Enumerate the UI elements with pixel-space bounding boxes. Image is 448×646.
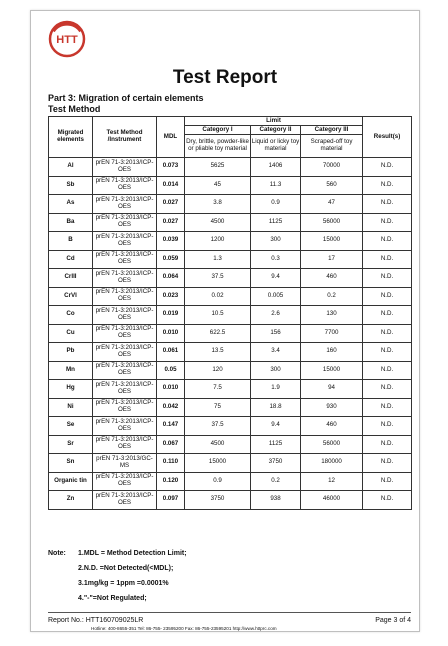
note-item: 2.N.D. =Not Detected(<MDL); (78, 565, 174, 572)
page-number: Page 3 of 4 (375, 617, 411, 624)
result-cell: N.D. (363, 213, 412, 232)
element-cell: CrVI (49, 287, 93, 306)
element-cell: Se (49, 417, 93, 436)
results-table (48, 116, 412, 510)
table-row (49, 491, 412, 510)
notes (48, 550, 187, 610)
table-body (49, 158, 412, 510)
mdl-cell: 0.147 (157, 417, 185, 436)
category-2-limit-cell: 1125 (251, 435, 301, 454)
table-row (49, 306, 412, 325)
category-1-limit-cell: 0.02 (185, 287, 251, 306)
result-cell: N.D. (363, 287, 412, 306)
category-2-limit-cell: 1406 (251, 158, 301, 177)
category-3-limit-cell: 0.2 (301, 287, 363, 306)
category-2-limit-cell: 300 (251, 232, 301, 251)
method-cell: prEN 71-3:2013/ICP-OES (93, 324, 157, 343)
category-2-description: Liquid or licky toy material (251, 135, 301, 158)
report-page (30, 10, 420, 632)
element-cell: Co (49, 306, 93, 325)
table-row (49, 158, 412, 177)
category-1-limit-cell: 3750 (185, 491, 251, 510)
category-1-limit-cell: 5625 (185, 158, 251, 177)
category-3-limit-cell: 930 (301, 398, 363, 417)
element-cell: Sr (49, 435, 93, 454)
category-1-limit-cell: 75 (185, 398, 251, 417)
result-cell: N.D. (363, 454, 412, 473)
table-row (49, 454, 412, 473)
section-heading: Test Method (48, 104, 101, 114)
category-3-limit-cell: 47 (301, 195, 363, 214)
result-cell: N.D. (363, 472, 412, 491)
table-row (49, 343, 412, 362)
category-3-limit-cell: 56000 (301, 435, 363, 454)
result-cell: N.D. (363, 361, 412, 380)
method-cell: prEN 71-3:2013/ICP-OES (93, 195, 157, 214)
category-2-limit-cell: 9.4 (251, 417, 301, 436)
method-cell: prEN 71-3:2013/ICP-OES (93, 269, 157, 288)
category-1-limit-cell: 3.8 (185, 195, 251, 214)
element-cell: Cd (49, 250, 93, 269)
table-row (49, 417, 412, 436)
method-cell: prEN 71-3:2013/ICP-OES (93, 213, 157, 232)
method-cell: prEN 71-3:2013/ICP-OES (93, 472, 157, 491)
note-label: Note: (48, 550, 66, 557)
category-3-limit-cell: 7700 (301, 324, 363, 343)
part-heading: Part 3: Migration of certain elements (48, 93, 204, 103)
mdl-cell: 0.067 (157, 435, 185, 454)
element-cell: CrIII (49, 269, 93, 288)
header-method: Test Method /Instrument (93, 117, 157, 158)
category-3-limit-cell: 15000 (301, 232, 363, 251)
table-row (49, 324, 412, 343)
method-cell: prEN 71-3:2013/ICP-OES (93, 343, 157, 362)
category-1-limit-cell: 622.5 (185, 324, 251, 343)
header-result: Result(s) (363, 117, 412, 158)
category-2-limit-cell: 3750 (251, 454, 301, 473)
mdl-cell: 0.039 (157, 232, 185, 251)
category-3-limit-cell: 460 (301, 269, 363, 288)
category-1-limit-cell: 4500 (185, 213, 251, 232)
mdl-cell: 0.027 (157, 195, 185, 214)
table-row (49, 250, 412, 269)
header-category-1: Category I (185, 126, 251, 135)
category-2-limit-cell: 1.9 (251, 380, 301, 399)
element-cell: Cu (49, 324, 93, 343)
mdl-cell: 0.110 (157, 454, 185, 473)
result-cell: N.D. (363, 324, 412, 343)
element-cell: As (49, 195, 93, 214)
category-2-limit-cell: 3.4 (251, 343, 301, 362)
report-number: Report No.: HTT160709025LR (48, 617, 144, 624)
method-cell: prEN 71-3:2013/ICP-OES (93, 232, 157, 251)
category-1-description: Dry, brittle, powder-like or pliable toy material (185, 135, 251, 158)
mdl-cell: 0.027 (157, 213, 185, 232)
element-cell: Ba (49, 213, 93, 232)
category-3-limit-cell: 17 (301, 250, 363, 269)
category-3-limit-cell: 70000 (301, 158, 363, 177)
mdl-cell: 0.097 (157, 491, 185, 510)
method-cell: prEN 71-3:2013/ICP-OES (93, 380, 157, 399)
category-2-limit-cell: 18.8 (251, 398, 301, 417)
header-migrated: Migrated elements (49, 117, 93, 158)
mdl-cell: 0.061 (157, 343, 185, 362)
mdl-cell: 0.073 (157, 158, 185, 177)
category-1-limit-cell: 7.5 (185, 380, 251, 399)
mdl-cell: 0.064 (157, 269, 185, 288)
mdl-cell: 0.019 (157, 306, 185, 325)
category-3-limit-cell: 46000 (301, 491, 363, 510)
note-item: 4."-"=Not Regulated; (78, 595, 147, 602)
mdl-cell: 0.05 (157, 361, 185, 380)
category-2-limit-cell: 11.3 (251, 176, 301, 195)
mdl-cell: 0.059 (157, 250, 185, 269)
table-row (49, 472, 412, 491)
result-cell: N.D. (363, 491, 412, 510)
svg-text:HTT: HTT (56, 34, 78, 46)
element-cell: Organic tin (49, 472, 93, 491)
element-cell: Sn (49, 454, 93, 473)
category-1-limit-cell: 4500 (185, 435, 251, 454)
table-row (49, 269, 412, 288)
result-cell: N.D. (363, 250, 412, 269)
table-row (49, 398, 412, 417)
element-cell: Ni (49, 398, 93, 417)
htt-logo (47, 19, 87, 59)
result-cell: N.D. (363, 269, 412, 288)
category-3-limit-cell: 94 (301, 380, 363, 399)
category-3-limit-cell: 12 (301, 472, 363, 491)
category-1-limit-cell: 37.5 (185, 417, 251, 436)
element-cell: Al (49, 158, 93, 177)
mdl-cell: 0.014 (157, 176, 185, 195)
category-3-limit-cell: 460 (301, 417, 363, 436)
note-item: 3.1mg/kg = 1ppm =0.0001% (78, 580, 169, 587)
category-2-limit-cell: 938 (251, 491, 301, 510)
category-1-limit-cell: 120 (185, 361, 251, 380)
result-cell: N.D. (363, 232, 412, 251)
result-cell: N.D. (363, 158, 412, 177)
category-1-limit-cell: 0.9 (185, 472, 251, 491)
result-cell: N.D. (363, 380, 412, 399)
method-cell: prEN 71-3:2013/ICP-OES (93, 176, 157, 195)
category-1-limit-cell: 15000 (185, 454, 251, 473)
result-cell: N.D. (363, 398, 412, 417)
result-cell: N.D. (363, 343, 412, 362)
method-cell: prEN 71-3:2013/ICP-OES (93, 491, 157, 510)
method-cell: prEN 71-3:2013/ICP-OES (93, 306, 157, 325)
result-cell: N.D. (363, 195, 412, 214)
category-2-limit-cell: 9.4 (251, 269, 301, 288)
method-cell: prEN 71-3:2013/ICP-OES (93, 158, 157, 177)
category-2-limit-cell: 1125 (251, 213, 301, 232)
category-1-limit-cell: 13.5 (185, 343, 251, 362)
element-cell: Sb (49, 176, 93, 195)
category-2-limit-cell: 156 (251, 324, 301, 343)
mdl-cell: 0.042 (157, 398, 185, 417)
method-cell: prEN 71-3:2013/ICP-OES (93, 250, 157, 269)
category-2-limit-cell: 0.9 (251, 195, 301, 214)
result-cell: N.D. (363, 417, 412, 436)
table-row (49, 380, 412, 399)
category-3-limit-cell: 15000 (301, 361, 363, 380)
category-3-limit-cell: 180000 (301, 454, 363, 473)
mdl-cell: 0.120 (157, 472, 185, 491)
category-1-limit-cell: 1.3 (185, 250, 251, 269)
table-row (49, 361, 412, 380)
method-cell: prEN 71-3:2013/ICP-OES (93, 417, 157, 436)
mdl-cell: 0.010 (157, 380, 185, 399)
table-row (49, 435, 412, 454)
category-3-limit-cell: 130 (301, 306, 363, 325)
page-title: Test Report (172, 67, 278, 88)
method-cell: prEN 71-3:2013/GC-MS (93, 454, 157, 473)
header-limit: Limit (185, 117, 363, 126)
category-2-limit-cell: 0.005 (251, 287, 301, 306)
category-3-description: Scraped-off toy material (301, 135, 363, 158)
header-category-3: Category III (301, 126, 363, 135)
header-category-2: Category II (251, 126, 301, 135)
header-mdl: MDL (157, 117, 185, 158)
category-1-limit-cell: 37.5 (185, 269, 251, 288)
result-cell: N.D. (363, 176, 412, 195)
method-cell: prEN 71-3:2013/ICP-OES (93, 435, 157, 454)
table-row (49, 195, 412, 214)
element-cell: Zn (49, 491, 93, 510)
table-row (49, 213, 412, 232)
element-cell: Mn (49, 361, 93, 380)
category-2-limit-cell: 0.3 (251, 250, 301, 269)
category-1-limit-cell: 45 (185, 176, 251, 195)
method-cell: prEN 71-3:2013/ICP-OES (93, 287, 157, 306)
contact-line: Hotline: 400-8655-351 Tel: 86-755- 23595200 Fax: 86-755-23595201 http://www.httprc.com (91, 626, 277, 631)
footer-divider (48, 612, 411, 613)
category-2-limit-cell: 2.6 (251, 306, 301, 325)
result-cell: N.D. (363, 306, 412, 325)
method-cell: prEN 71-3:2013/ICP-OES (93, 361, 157, 380)
category-1-limit-cell: 10.5 (185, 306, 251, 325)
category-2-limit-cell: 0.2 (251, 472, 301, 491)
result-cell: N.D. (363, 435, 412, 454)
note-item: 1.MDL = Method Detection Limit; (78, 550, 187, 557)
element-cell: B (49, 232, 93, 251)
table-row (49, 176, 412, 195)
category-3-limit-cell: 560 (301, 176, 363, 195)
category-2-limit-cell: 300 (251, 361, 301, 380)
mdl-cell: 0.010 (157, 324, 185, 343)
table-row (49, 287, 412, 306)
method-cell: prEN 71-3:2013/ICP-OES (93, 398, 157, 417)
category-3-limit-cell: 56000 (301, 213, 363, 232)
mdl-cell: 0.023 (157, 287, 185, 306)
element-cell: Pb (49, 343, 93, 362)
category-3-limit-cell: 160 (301, 343, 363, 362)
category-1-limit-cell: 1200 (185, 232, 251, 251)
table-row (49, 232, 412, 251)
element-cell: Hg (49, 380, 93, 399)
